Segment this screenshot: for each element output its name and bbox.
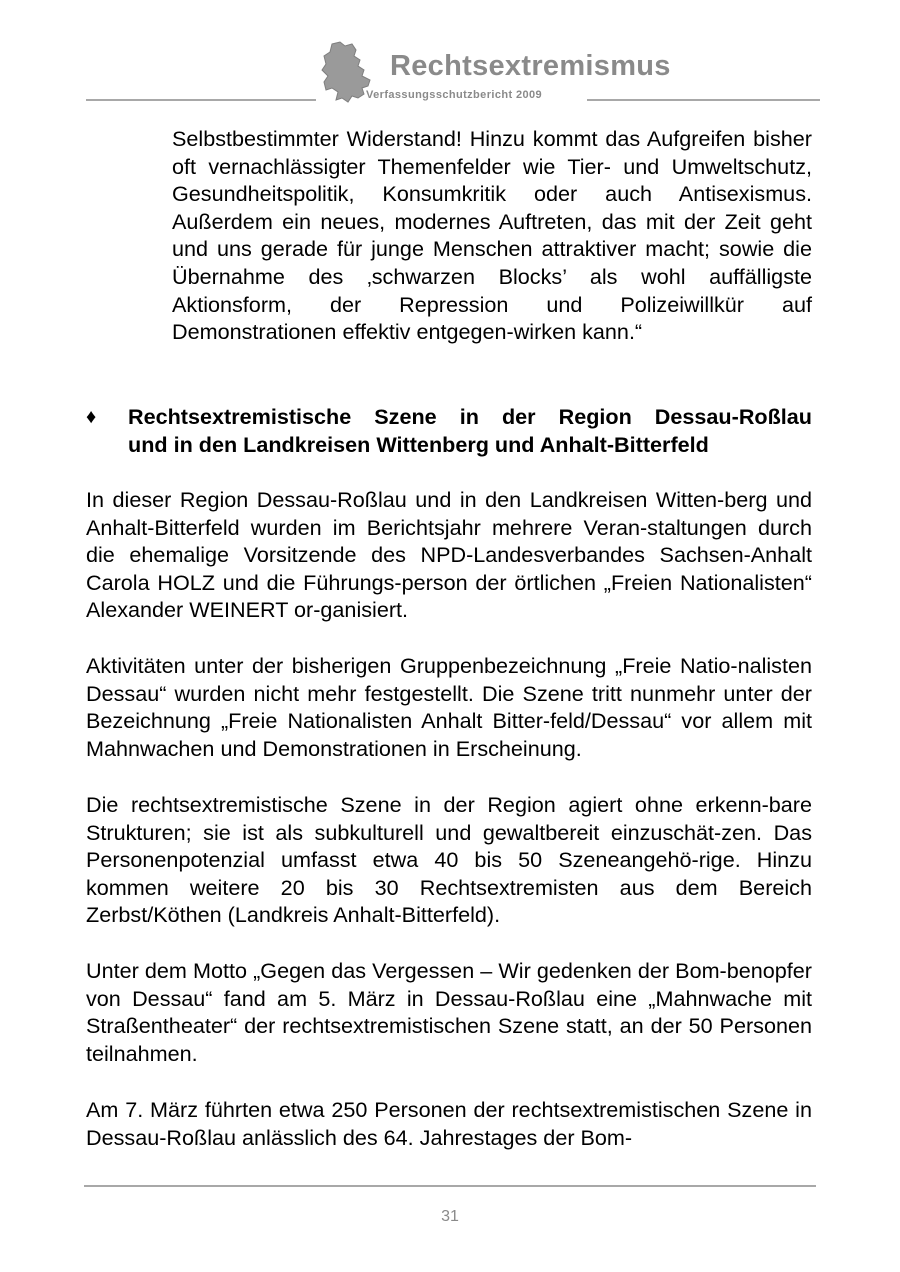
page-number: 31 — [441, 1208, 459, 1225]
paragraph-5: Am 7. März führten etwa 250 Personen der rechtsextremistischen Szene in Dessau-Roßlau anlässlich des 64. Jahrestages der Bom- — [86, 1097, 812, 1150]
header-subtitle: Verfassungsschutzbericht 2009 — [366, 89, 543, 101]
section-heading-line-1: Rechtsextremistische Szene in der Region Dessau-Roßlau — [128, 404, 812, 429]
quote-block: Selbstbestimmter Widerstand! Hinzu kommt das Aufgreifen bisher oft vernachlässigter Themenfelder wie Tier- und Umweltschutz, Gesundheitspolitik, Konsumkritik oder auch Antisexismus. Außerdem ein neues, modernes Auftreten, das mit der Zeit geht und uns gerade für junge Menschen attraktiver macht; sowie die Übernahme des ‚schwarzen Blocks’ als wohl auffälligste Aktionsform, der Repression und Polizeiwillkür auf Demonstrationen effektiv entgegen-wirken kann.“ — [172, 126, 812, 345]
paragraph-3: Die rechtsextremistische Szene in der Region agiert ohne erkenn-bare Strukturen; sie ist als subkulturell und gewaltbereit einzuschät-zen. Das Personenpotenzial umfasst etwa 40 bis 50 Szeneangehö-rige. Hinzu kommen weitere 20 bis 30 Rechtsextremisten aus dem Bereich Zerbst/Köthen (Landkreis Anhalt-Bitterfeld). — [86, 792, 812, 928]
header-rule-right — [587, 99, 820, 101]
paragraph-4: Unter dem Motto „Gegen das Vergessen – Wir gedenken der Bom-benopfer von Dessau“ fand am 5. März in Dessau-Roßlau eine „Mahnwache mit Straßentheater“ der rechtsextremistischen Szene statt, an der 50 Personen teilnahmen. — [86, 958, 812, 1066]
section-heading-line-2: und in den Landkreisen Wittenberg und Anhalt-Bitterfeld — [128, 432, 709, 457]
footer-rule — [84, 1185, 816, 1187]
header-title: Rechtsextremismus — [390, 50, 671, 82]
paragraph-1: In dieser Region Dessau-Roßlau und in den Landkreisen Witten-berg und Anhalt-Bitterfeld wurden im Berichtsjahr mehrere Veran-staltungen durch die ehemalige Vorsitzende des NPD-Landesverbandes Sachsen-Anhalt Carola HOLZ und die Führungs-person der örtlichen „Freien Nationalisten“ Alexander WEINERT or-ganisiert. — [86, 487, 812, 623]
header-rule-left — [86, 99, 316, 101]
diamond-bullet-icon: ♦ — [86, 406, 97, 428]
paragraph-2: Aktivitäten unter der bisherigen Gruppenbezeichnung „Freie Natio-nalisten Dessau“ wurden nicht mehr festgestellt. Die Szene tritt nunmehr unter der Bezeichnung „Freie Nationalisten Anhalt Bitter-feld/Dessau“ vor allem mit Mahnwachen und Demonstrationen in Erscheinung. — [86, 653, 812, 761]
